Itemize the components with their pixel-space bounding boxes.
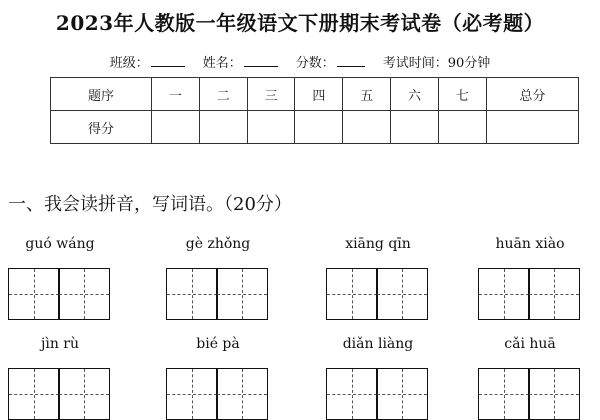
column-header: 三: [247, 78, 295, 111]
score-cell[interactable]: [152, 111, 200, 144]
tianzige-writing-box[interactable]: [326, 368, 378, 420]
tianzige-writing-box[interactable]: [58, 268, 110, 320]
score-cell[interactable]: [343, 111, 391, 144]
grid-guide-line: [352, 369, 353, 419]
tianzige-writing-box[interactable]: [8, 368, 60, 420]
grid-guide-line: [84, 269, 85, 319]
tianzige-writing-box[interactable]: [528, 368, 580, 420]
score-row-label: 得分: [51, 111, 152, 144]
pinyin-label: huān xiào: [495, 236, 565, 252]
tianzige-writing-box[interactable]: [166, 268, 218, 320]
column-header: 一: [152, 78, 200, 111]
grid-guide-line: [402, 369, 403, 419]
score-cell[interactable]: [295, 111, 343, 144]
column-header: 五: [343, 78, 391, 111]
score-table: [50, 77, 579, 144]
student-info-line: [0, 52, 600, 71]
grid-guide-line: [504, 369, 505, 419]
tianzige-writing-box[interactable]: [528, 268, 580, 320]
grid-guide-line: [34, 269, 35, 319]
pinyin-label: guó wáng: [25, 236, 95, 252]
tianzige-writing-box[interactable]: [376, 268, 428, 320]
pinyin-label: diǎn liàng: [342, 336, 414, 352]
column-header: 六: [391, 78, 439, 111]
exam-time: 考试时间：90分钟: [382, 56, 491, 71]
grid-guide-line: [192, 269, 193, 319]
name-blank[interactable]: [244, 66, 278, 67]
column-header: 七: [438, 78, 486, 111]
grid-guide-line: [84, 369, 85, 419]
exam-title: 2023年人教版一年级语文下册期末考试卷（必考题）: [55, 11, 545, 35]
grid-guide-line: [242, 269, 243, 319]
tianzige-writing-box[interactable]: [8, 268, 60, 320]
pinyin-label: jìn rù: [41, 336, 79, 352]
tianzige-writing-box[interactable]: [216, 268, 268, 320]
column-header-total: 总分: [486, 78, 578, 111]
tianzige-writing-box[interactable]: [478, 368, 530, 420]
grid-guide-line: [504, 269, 505, 319]
pinyin-label: xiāng qīn: [345, 236, 411, 252]
score-cell[interactable]: [199, 111, 247, 144]
score-table-header-row: [51, 78, 579, 111]
name-label: 姓名：: [202, 56, 242, 71]
column-header: 二: [199, 78, 247, 111]
class-blank[interactable]: [151, 66, 185, 67]
tianzige-writing-box[interactable]: [326, 268, 378, 320]
score-cell[interactable]: [391, 111, 439, 144]
grid-guide-line: [242, 369, 243, 419]
tianzige-writing-box[interactable]: [216, 368, 268, 420]
grid-guide-line: [34, 369, 35, 419]
tianzige-writing-box[interactable]: [166, 368, 218, 420]
section-one-heading: 一、我会读拼音，写词语。（20分）: [8, 194, 292, 215]
score-table-score-row: [51, 111, 579, 144]
tianzige-writing-box[interactable]: [58, 368, 110, 420]
grid-guide-line: [192, 369, 193, 419]
class-label: 班级：: [109, 56, 149, 71]
score-label: 分数：: [295, 56, 335, 71]
score-cell[interactable]: [438, 111, 486, 144]
grid-guide-line: [554, 269, 555, 319]
grid-guide-line: [402, 269, 403, 319]
grid-guide-line: [352, 269, 353, 319]
grid-guide-line: [554, 369, 555, 419]
question-order-label: 题序: [51, 78, 152, 111]
score-cell-total[interactable]: [486, 111, 578, 144]
pinyin-label: gè zhǒng: [185, 236, 251, 252]
tianzige-writing-box[interactable]: [478, 268, 530, 320]
column-header: 四: [295, 78, 343, 111]
pinyin-label: bié pà: [196, 336, 240, 352]
score-cell[interactable]: [247, 111, 295, 144]
pinyin-label: cǎi huā: [504, 336, 556, 352]
score-blank[interactable]: [337, 66, 365, 67]
tianzige-writing-box[interactable]: [376, 368, 428, 420]
